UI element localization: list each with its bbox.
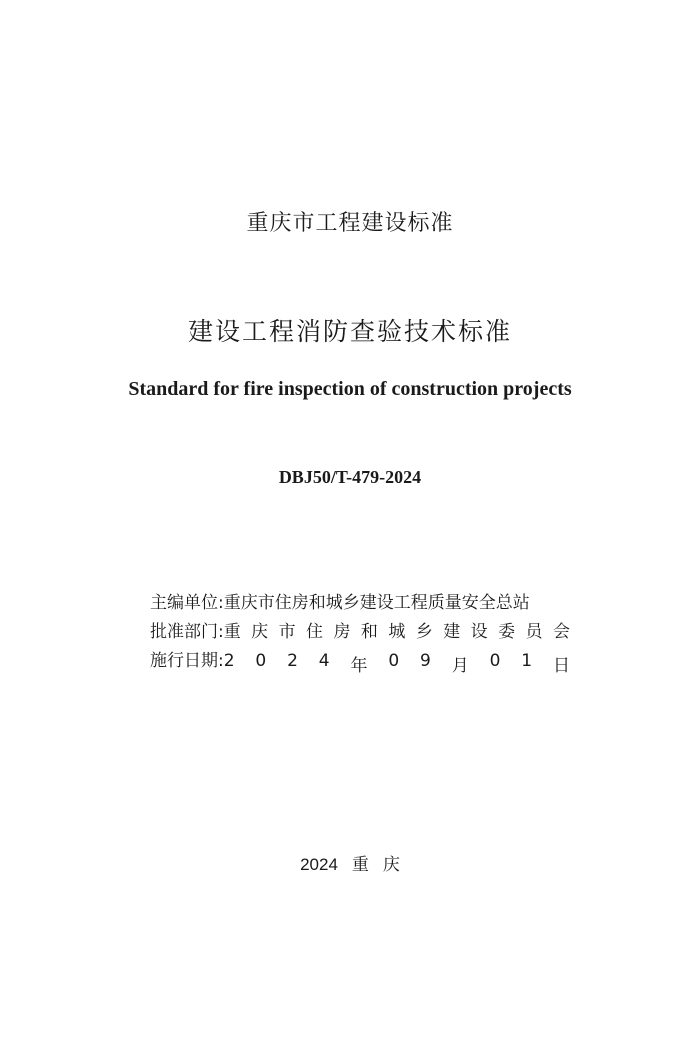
info-char: 1 bbox=[521, 651, 533, 671]
info-char: 庆 bbox=[251, 622, 269, 642]
standard-series: 重庆市工程建设标准 bbox=[246, 211, 454, 236]
info-char: 和 bbox=[360, 622, 378, 642]
standard-code: DBJ50/T-479-2024 bbox=[278, 467, 422, 487]
footer bbox=[0, 850, 700, 875]
info-char: 员 bbox=[525, 622, 543, 642]
info-value-editor: 重庆市住房和城乡建设工程质量安全总站 bbox=[223, 593, 530, 613]
info-char: 0 bbox=[255, 651, 267, 671]
info-char: 4 bbox=[318, 651, 330, 671]
info-char: 0 bbox=[489, 651, 501, 671]
document-title-en: Standard for fire inspection of construction projects bbox=[128, 378, 572, 400]
info-char: 市 bbox=[278, 622, 296, 642]
info-row-approver bbox=[150, 617, 570, 646]
info-char: 0 bbox=[388, 651, 400, 671]
document-title-cn: 建设工程消防查验技术标准 bbox=[187, 317, 512, 346]
info-label-editor: 主编单位: bbox=[150, 593, 224, 613]
footer-year: 2024 bbox=[300, 855, 338, 874]
info-char: 住 bbox=[306, 622, 324, 642]
info-char: 月 bbox=[451, 656, 469, 676]
info-char: 2 bbox=[287, 651, 298, 671]
info-char: 城 bbox=[388, 622, 406, 642]
info-row-date bbox=[150, 646, 570, 675]
info-char: 建 bbox=[443, 622, 461, 642]
info-char: 年 bbox=[350, 656, 368, 676]
info-char: 日 bbox=[552, 656, 570, 676]
info-char: 乡 bbox=[415, 622, 433, 642]
info-char: 2 bbox=[223, 651, 235, 671]
info-char: 重 bbox=[223, 622, 241, 642]
info-label-date: 施行日期: bbox=[150, 651, 224, 671]
footer-city-2: 庆 bbox=[382, 855, 400, 875]
info-char: 设 bbox=[470, 622, 488, 642]
info-value-date bbox=[224, 651, 570, 676]
info-block bbox=[150, 588, 570, 675]
info-char: 委 bbox=[498, 622, 516, 642]
info-label-approver: 批准部门: bbox=[150, 622, 224, 642]
info-char: 会 bbox=[552, 622, 570, 642]
info-char: 9 bbox=[420, 651, 431, 671]
info-value-approver bbox=[224, 617, 570, 642]
info-char: 房 bbox=[333, 622, 351, 642]
info-row-editor bbox=[150, 588, 570, 617]
footer-city-1: 重 bbox=[351, 855, 369, 875]
